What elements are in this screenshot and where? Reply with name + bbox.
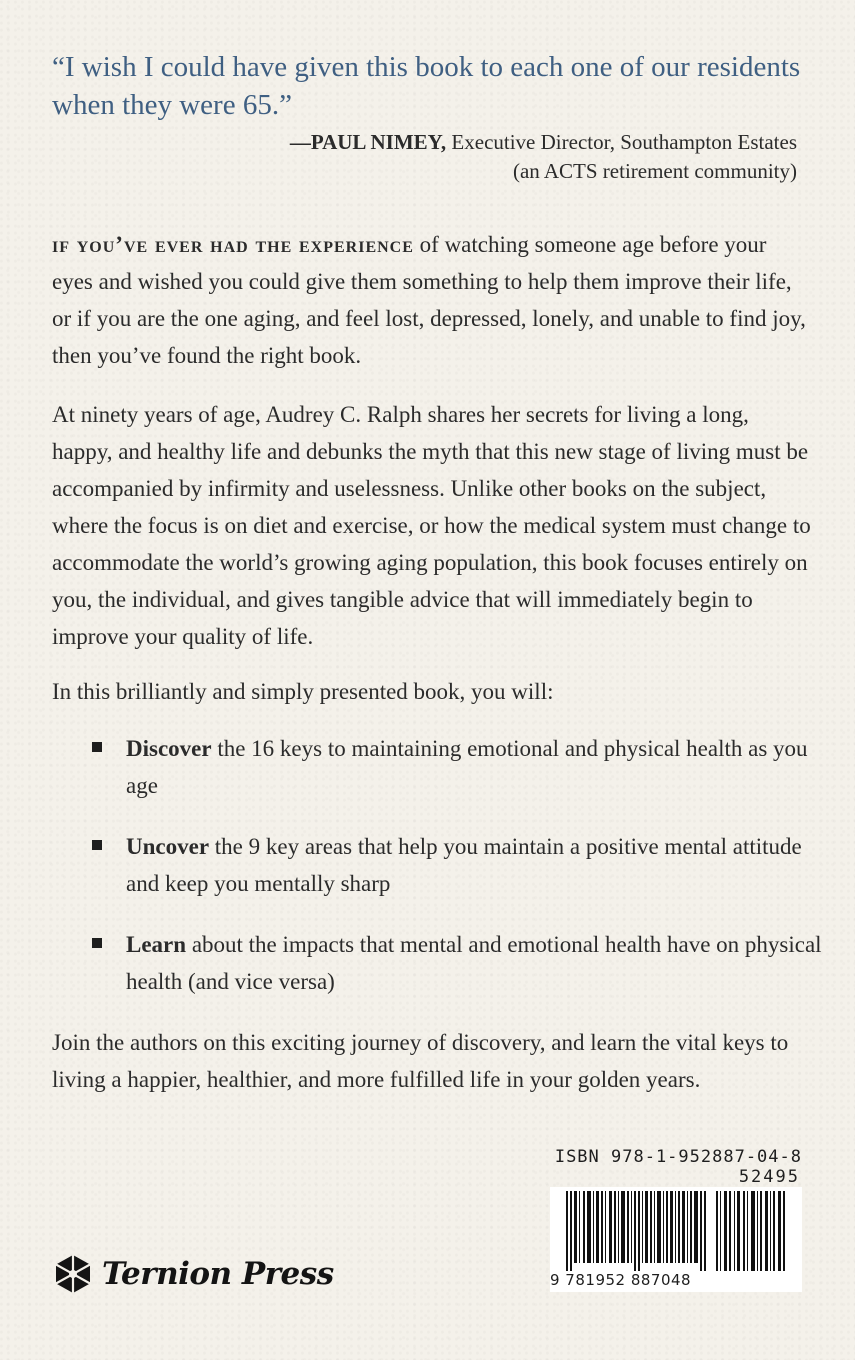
bullet-text: about the impacts that mental and emotional health have on physical health (and vice versa): [126, 932, 822, 994]
bullet-keyword: Uncover: [126, 834, 210, 859]
bullet-text: the 16 keys to maintaining emotional and physical health as you age: [126, 736, 808, 798]
bullet-text: the 9 key areas that help you maintain a positive mental attitude and keep you mentally sharp: [126, 834, 802, 896]
isbn-barcode: [550, 1147, 802, 1292]
bullet-square-icon: [92, 938, 102, 948]
price-barcode-bars: [716, 1191, 788, 1271]
list-intro: In this brilliantly and simply presented book, you will:: [52, 679, 554, 704]
ean-barcode-bars: [566, 1191, 706, 1271]
endorsement-attribution: [197, 128, 797, 186]
attribution-role: Executive Director, Southampton Estates: [446, 130, 797, 154]
endorsement-quote: “I wish I could have given this book to each one of our residents when they were 65.”: [52, 51, 801, 121]
price-code: 52495: [738, 1167, 800, 1187]
bullet-square-icon: [92, 742, 102, 752]
hexagon-logo-icon: [52, 1253, 94, 1295]
benefits-list: [52, 730, 822, 1024]
list-item: [52, 730, 822, 804]
barcode-image: [550, 1187, 802, 1292]
intro-paragraph: [52, 226, 812, 374]
publisher-name: Ternion Press: [102, 1256, 334, 1292]
bullet-keyword: Discover: [126, 736, 212, 761]
list-item: [52, 828, 822, 902]
description-paragraph: At ninety years of age, Audrey C. Ralph shares her secrets for living a long, happy, and healthy life and debunks the myth that this new stage of living must be accompanied by infirmity and uselessness. Unlike other books on the subject, where the focus is on diet and exercise, or how the medical system must change to accommodate the world’s growing aging population, this book focuses entirely on you, the individual, and gives tangible advice that will immediately begin to improve your quality of life.: [52, 402, 811, 649]
bullet-keyword: Learn: [126, 932, 187, 957]
intro-lead: if you’ve ever had the experience: [52, 232, 414, 257]
attribution-org: (an ACTS retirement community): [512, 159, 797, 183]
ean-digits: 9 781952 887048: [550, 1271, 692, 1289]
publisher-logo: [52, 1252, 334, 1296]
bullet-square-icon: [92, 840, 102, 850]
intro-text: of watching someone age before your eyes and wished you could give them something to help them improve their life, or if you are the one aging, and feel lost, depressed, lonely, and unable to find joy, then you’ve found the right book.: [52, 232, 806, 368]
list-item: [52, 926, 822, 1000]
closing-paragraph: Join the authors on this exciting journey of discovery, and learn the vital keys to living a happier, healthier, and more fulfilled life in your golden years.: [52, 1030, 789, 1092]
isbn-label: ISBN 978-1-952887-04-8: [554, 1147, 802, 1167]
attribution-name: —PAUL NIMEY,: [289, 130, 447, 154]
